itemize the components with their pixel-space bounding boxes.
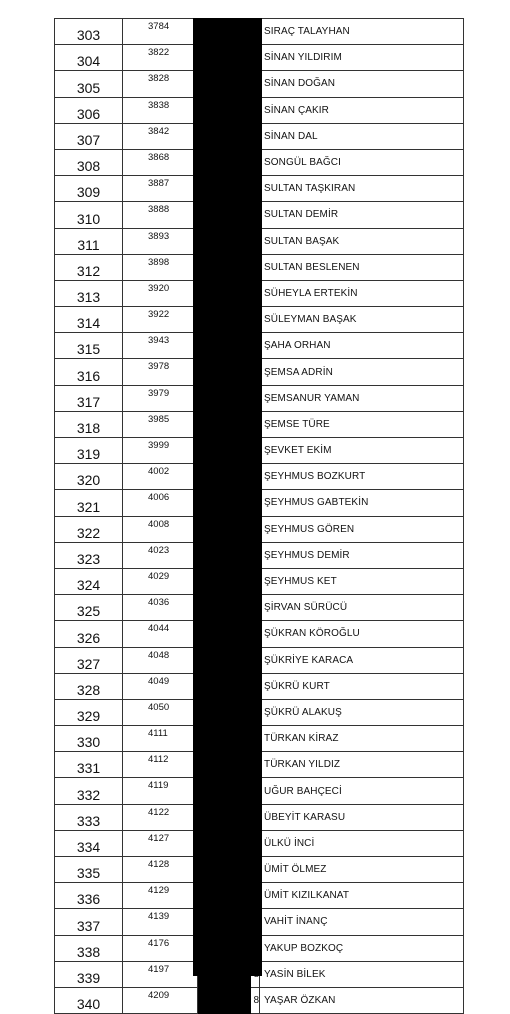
code-cell: 4122: [123, 804, 198, 830]
name-cell: ÜLKÜ İNCİ: [260, 830, 464, 856]
name-cell: ŞEYHMUS DEMİR: [260, 542, 464, 568]
row-number-cell: 337: [55, 909, 123, 935]
name-cell: ÜBEYİT KARASU: [260, 804, 464, 830]
name-cell: ÜMİT ÖLMEZ: [260, 857, 464, 883]
name-cell: ŞÜKRÜ ALAKUŞ: [260, 699, 464, 725]
name-cell: VAHİT İNANÇ: [260, 909, 464, 935]
name-cell: SULTAN DEMİR: [260, 202, 464, 228]
name-cell: SİNAN DOĞAN: [260, 71, 464, 97]
code-cell: 4119: [123, 778, 198, 804]
code-cell: 3943: [123, 333, 198, 359]
code-cell: 4036: [123, 595, 198, 621]
code-cell: 4112: [123, 752, 198, 778]
row-number-cell: 338: [55, 935, 123, 961]
row-number-cell: 331: [55, 752, 123, 778]
row-number-cell: 318: [55, 411, 123, 437]
row-number-cell: 327: [55, 647, 123, 673]
row-number-cell: 328: [55, 673, 123, 699]
code-cell: 4006: [123, 490, 198, 516]
name-cell: SULTAN TAŞKIRAN: [260, 176, 464, 202]
name-cell: YAKUP BOZKOÇ: [260, 935, 464, 961]
code-cell: 4029: [123, 568, 198, 594]
code-cell: 4209: [123, 987, 198, 1013]
code-cell: 4008: [123, 516, 198, 542]
code-cell: 4049: [123, 673, 198, 699]
code-cell: 3784: [123, 19, 198, 45]
name-cell: ŞEYHMUS GABTEKİN: [260, 490, 464, 516]
name-cell: ŞÜKRÜ KURT: [260, 673, 464, 699]
name-cell: YAŞAR ÖZKAN: [260, 987, 464, 1013]
code-cell: 4176: [123, 935, 198, 961]
name-cell: SIRAÇ TALAYHAN: [260, 19, 464, 45]
row-number-cell: 325: [55, 595, 123, 621]
name-cell: ŞEVKET EKİM: [260, 438, 464, 464]
row-number-cell: 305: [55, 71, 123, 97]
row-number-cell: 332: [55, 778, 123, 804]
name-cell: ŞEMSANUR YAMAN: [260, 385, 464, 411]
code-cell: 3898: [123, 254, 198, 280]
name-cell: SİNAN ÇAKIR: [260, 97, 464, 123]
row-number-cell: 313: [55, 280, 123, 306]
row-number-cell: 312: [55, 254, 123, 280]
row-number-cell: 308: [55, 149, 123, 175]
name-cell: ŞİRVAN SÜRÜCÜ: [260, 595, 464, 621]
code-cell: 4050: [123, 699, 198, 725]
row-number-cell: 320: [55, 464, 123, 490]
code-cell: 4044: [123, 621, 198, 647]
name-cell: TÜRKAN KİRAZ: [260, 726, 464, 752]
code-cell: 3999: [123, 438, 198, 464]
code-cell: 3893: [123, 228, 198, 254]
row-number-cell: 340: [55, 987, 123, 1013]
name-cell: ŞEMSA ADRİN: [260, 359, 464, 385]
row-number-cell: 310: [55, 202, 123, 228]
code-cell: 3978: [123, 359, 198, 385]
row-number-cell: 339: [55, 961, 123, 987]
row-number-cell: 324: [55, 568, 123, 594]
row-number-cell: 314: [55, 307, 123, 333]
code-cell: 3838: [123, 97, 198, 123]
row-number-cell: 329: [55, 699, 123, 725]
redacted-cell: [198, 987, 251, 1013]
name-cell: SULTAN BESLENEN: [260, 254, 464, 280]
code-cell: 3888: [123, 202, 198, 228]
row-number-cell: 322: [55, 516, 123, 542]
row-number-cell: 315: [55, 333, 123, 359]
row-number-cell: 316: [55, 359, 123, 385]
name-cell: ŞEYHMUS GÖREN: [260, 516, 464, 542]
row-number-cell: 306: [55, 97, 123, 123]
name-cell: SÜHEYLA ERTEKİN: [260, 280, 464, 306]
code-cell: 3920: [123, 280, 198, 306]
code-cell: 4128: [123, 857, 198, 883]
code-cell: 3887: [123, 176, 198, 202]
row-number-cell: 323: [55, 542, 123, 568]
name-cell: SÜLEYMAN BAŞAK: [260, 307, 464, 333]
row-number-cell: 330: [55, 726, 123, 752]
code-cell: 4111: [123, 726, 198, 752]
name-cell: SİNAN DAL: [260, 123, 464, 149]
row-number-cell: 326: [55, 621, 123, 647]
code-cell: 3868: [123, 149, 198, 175]
row-number-cell: 333: [55, 804, 123, 830]
name-cell: ŞAHA ORHAN: [260, 333, 464, 359]
row-number-cell: 307: [55, 123, 123, 149]
name-cell: UĞUR BAHÇECİ: [260, 778, 464, 804]
row-number-cell: 334: [55, 830, 123, 856]
row-number-cell: 311: [55, 228, 123, 254]
code-cell: 4129: [123, 883, 198, 909]
name-cell: TÜRKAN YILDIZ: [260, 752, 464, 778]
name-cell: SONGÜL BAĞCI: [260, 149, 464, 175]
code-cell: 3979: [123, 385, 198, 411]
name-cell: YASİN BİLEK: [260, 961, 464, 987]
code-cell: 4127: [123, 830, 198, 856]
row-number-cell: 321: [55, 490, 123, 516]
code-cell: 3985: [123, 411, 198, 437]
code-cell: 4002: [123, 464, 198, 490]
row-number-cell: 335: [55, 857, 123, 883]
code-cell: 4139: [123, 909, 198, 935]
row-number-cell: 309: [55, 176, 123, 202]
code-cell: 3828: [123, 71, 198, 97]
row-number-cell: 303: [55, 19, 123, 45]
name-cell: ŞEMSE TÜRE: [260, 411, 464, 437]
row-number-cell: 319: [55, 438, 123, 464]
name-cell: ÜMİT KIZILKANAT: [260, 883, 464, 909]
name-cell: SULTAN BAŞAK: [260, 228, 464, 254]
code-cell: 3922: [123, 307, 198, 333]
name-cell: ŞEYHMUS KET: [260, 568, 464, 594]
row-number-cell: 336: [55, 883, 123, 909]
code-cell: 4023: [123, 542, 198, 568]
id-tail-cell: 8: [251, 987, 260, 1013]
code-cell: 4048: [123, 647, 198, 673]
row-number-cell: 317: [55, 385, 123, 411]
row-number-cell: 304: [55, 45, 123, 71]
table-row: [55, 987, 464, 1013]
name-cell: ŞÜKRİYE KARACA: [260, 647, 464, 673]
name-cell: SİNAN YILDIRIM: [260, 45, 464, 71]
code-cell: 4197: [123, 961, 198, 987]
redaction-bar: [193, 18, 262, 976]
name-cell: ŞÜKRAN KÖROĞLU: [260, 621, 464, 647]
name-cell: ŞEYHMUS BOZKURT: [260, 464, 464, 490]
code-cell: 3842: [123, 123, 198, 149]
code-cell: 3822: [123, 45, 198, 71]
